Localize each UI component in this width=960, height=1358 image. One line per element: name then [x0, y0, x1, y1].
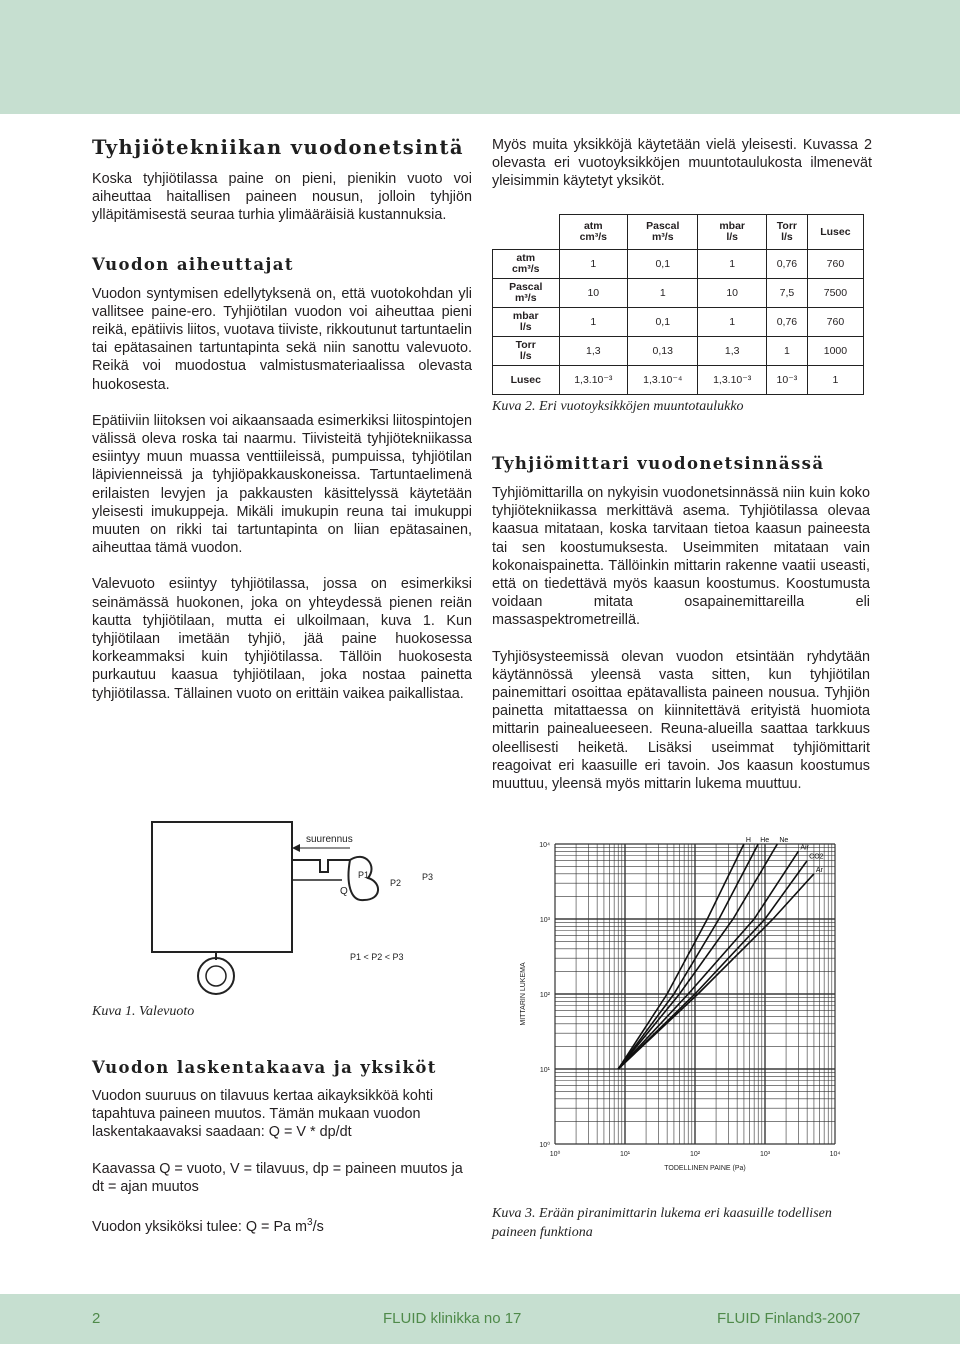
table-cell: 0,76 [767, 308, 808, 337]
table-corner [493, 215, 560, 250]
y-tick-label: 10³ [539, 917, 550, 924]
unit-conversion-table [492, 214, 864, 395]
y-tick-label: 10⁴ [539, 842, 550, 849]
gauge-paragraph-1: Tyhjiömittarilla on nykyisin vuodonetsinnässä niin kuin koko tyhjiötekniikassa merkittävä asema. Tyhjiötilassa olevaa kaasua mitataan, koska tarvitaan tietoa kaasun paineesta tai sen koostumuksesta. Useimmiten mitataan vain kokonaispainetta. Tällöinkin mittarin rakenne vaatii useasti, että on tiedettävä myös kaasun koostumus. Koostumusta voidaan mitata osapainemittareilla eli massaspektrometreillä. [492, 485, 870, 629]
row-header: Lusec [493, 366, 560, 395]
label-p1: P1 [358, 870, 370, 880]
units-intro: Myös muita yksikköjä käytetään vielä yleisesti. Kuvassa 2 olevasta eri vuotoyksikköjen muuntotaulukosta ilmenevät yleisimmin käytetyt yksiköt. [492, 137, 872, 190]
table-cell: 1,3.10⁻⁴ [628, 366, 698, 395]
series-line-h [618, 844, 744, 1069]
right-column [492, 136, 872, 191]
table-cell: 760 [807, 308, 863, 337]
figure-3-caption: Kuva 3. Erään piranimittarin lukema eri kaasuille todellisen paineen funktiona [492, 1206, 832, 1240]
y-tick-label: 10⁰ [539, 1142, 550, 1149]
chart-series [618, 837, 823, 1069]
series-label: Ne [779, 837, 789, 844]
vacuum-pump [198, 958, 234, 994]
table-cell: 1 [628, 279, 698, 308]
table-cell: 1 [767, 337, 808, 366]
x-tick-label: 10¹ [619, 1151, 631, 1158]
col-header: mbar l/s [698, 215, 767, 250]
figure-1-virtual-leak [150, 820, 460, 1000]
table-cell: 1 [698, 250, 767, 279]
row-header: atm cm³/s [493, 250, 560, 279]
col-header: Lusec [807, 215, 863, 250]
table-row [493, 308, 864, 337]
x-tick-label: 10² [689, 1151, 701, 1158]
series-label: CO2 [809, 853, 824, 861]
table-cell: 10 [559, 279, 628, 308]
table-row [493, 250, 864, 279]
table-cell: 0,76 [767, 250, 808, 279]
table-cell: 0,1 [628, 308, 698, 337]
x-tick-label: 10⁴ [829, 1151, 841, 1158]
gauge-section [492, 454, 870, 793]
x-tick-label: 10³ [759, 1151, 771, 1158]
table-cell: 0,13 [628, 337, 698, 366]
y-tick-label: 10¹ [539, 1067, 550, 1074]
table-cell: 7500 [807, 279, 863, 308]
y-axis-label: MITTARIN LUKEMA [520, 962, 527, 1026]
x-tick-label: 10⁰ [549, 1151, 561, 1158]
row-header: Pascal m³/s [493, 279, 560, 308]
table-row [493, 279, 864, 308]
pressure-relation: P1 < P2 < P3 [350, 952, 404, 962]
causes-paragraph-3: Valevuoto esiintyy tyhjiötilassa, jossa on esimerkiksi seinämässä huokonen, joka on yhteydessä pienen reiän kautta tyhjiötilaan, mutta ei ulkoilmaan, kuva 1. Kun tyhjiötilaan imetään tyhjiö, jää paine huokosessa korkeammaksi kuin tyhjiötilassa. Tällöin huokosesta purkautuu kaasua tyhjiötilaan, joka nostaa painetta tyhjiötilassa. Tällainen vuoto on erittäin vaikea paikallistaa. [92, 576, 472, 702]
footer-right: FLUID Finland3-2007 [717, 1310, 861, 1327]
table-cell: 1 [807, 366, 863, 395]
table-cell: 1 [698, 308, 767, 337]
col-header: Torr l/s [767, 215, 808, 250]
col-header: Pascal m³/s [628, 215, 698, 250]
table-cell: 1 [559, 250, 628, 279]
table-cell: 0,1 [628, 250, 698, 279]
series-label: He [760, 837, 770, 844]
intro-paragraph: Koska tyhjiötilassa paine on pieni, pienikin vuoto voi aiheuttaa haitallisen paineen nousun, jolloin tyhjiön ylläpitämisestä seuraa turhia ylimääräisiä kustannuksia. [92, 171, 472, 224]
section-heading-causes: Vuodon aiheuttajat [92, 254, 294, 274]
flow-arrowhead [292, 844, 300, 852]
article-title: Tyhjiötekniikan vuodonetsintä [92, 136, 464, 159]
table-cell: 1,3 [698, 337, 767, 366]
footer-page-number: 2 [92, 1310, 101, 1327]
series-line-ne [618, 844, 777, 1069]
section-heading-gauge: Tyhjiömittari vuodonetsinnässä [492, 454, 825, 473]
table-cell: 1000 [807, 337, 863, 366]
x-axis-label: TODELLINEN PAINE (Pa) [664, 1165, 746, 1172]
section-heading-formula: Vuodon laskentakaava ja yksiköt [92, 1058, 437, 1077]
gauge-paragraph-2: Tyhjiösysteemissä olevan vuodon etsintään ryhdytään käytännössä yleensä vasta sitten, kun tyhjiötilan painemittari osoittaa epätavallista paineen nousua. Tyhjiön painetta mitattaessa on kiinnitettävä erityistä huomiota mittarin painealueeseen. Reuna-alueilla saattaa tarkkuus oleellisesti heiketä. Lisäksi useimmat tyhjiömittarit reagoivat eri kaasuille eri tavoin. Jos kaasun koostumus muuttuu, yleensä myös mittarin lukema muuttuu. [492, 648, 870, 793]
col-header: atm cm³/s [559, 215, 628, 250]
table-cell: 1 [559, 308, 628, 337]
series-label: Air [800, 844, 809, 852]
unit-superscript: 3 [307, 1217, 313, 1229]
unit-conversion-table-wrapper [492, 214, 864, 395]
table-cell: 7,5 [767, 279, 808, 308]
figure-1-caption: Kuva 1. Valevuoto [92, 1004, 195, 1019]
footer-center: FLUID klinikka no 17 [383, 1310, 522, 1327]
pore-channel [292, 860, 350, 872]
table-header-row [493, 215, 864, 250]
label-flow: suurennus [306, 834, 353, 845]
label-p3: P3 [422, 872, 434, 882]
label-q: Q [340, 886, 348, 897]
table-cell: 10 [698, 279, 767, 308]
series-label: H [745, 837, 751, 844]
vacuum-chamber [152, 822, 292, 952]
left-column [92, 136, 472, 703]
series-label: Ar [815, 866, 823, 874]
formula-paragraph-3 [92, 1214, 472, 1236]
header-band [0, 0, 960, 114]
label-p2: P2 [390, 878, 402, 888]
formula-paragraph-1: Vuodon suuruus on tilavuus kertaa aikayksikköä kohti tapahtuva paineen muutos. Tämän mukaan vuodon laskentakaavaksi saadaan: Q = V * dp/dt [92, 1088, 434, 1141]
table-cell: 1,3.10⁻³ [559, 366, 628, 395]
table-cell: 1,3 [559, 337, 628, 366]
row-header: Torr l/s [493, 337, 560, 366]
formula-paragraph-2: Kaavassa Q = vuoto, V = tilavuus, dp = paineen muutos ja dt = ajan muutos [92, 1160, 463, 1195]
table-cell: 760 [807, 250, 863, 279]
formula-section [92, 1058, 472, 1236]
causes-paragraph-1: Vuodon syntymisen edellytyksenä on, että vuotokohdan yli vallitsee paine-ero. Tyhjiötilan vuodon voi aiheuttaa pieni reikä, epätiivis liitos, vuotava tiiviste, rikkoutunut tartuntaelin tai epätasainen tartuntapinta sekä niin sanottu valevuoto. Reikä voi muodostua valmistusmateriaalissa olevasta huokosesta. [92, 285, 472, 393]
unit-text: Vuodon yksiköksi tulee: Q = Pa m [92, 1218, 308, 1235]
figure-3-pirani-chart [515, 834, 845, 1174]
pump-rotor [206, 966, 226, 986]
y-tick-label: 10² [539, 992, 550, 999]
row-header: mbar l/s [493, 308, 560, 337]
table-row [493, 366, 864, 395]
figure-2-caption: Kuva 2. Eri vuotoyksikköjen muuntotaulukko [492, 399, 744, 414]
table-row [493, 337, 864, 366]
table-cell: 1,3.10⁻³ [698, 366, 767, 395]
table-cell: 10⁻³ [767, 366, 808, 395]
unit-end: /s [312, 1218, 324, 1235]
causes-paragraph-2: Epätiiviin liitoksen voi aikaansaada esimerkiksi liitospintojen välissä oleva roska tai naarmu. Tiivisteitä tyhjiötekniikassa esiintyy muun muassa venttiileissä, pumpuissa, tyhjiötilan läpivienneissä ja tyhjiöpakkauskoneissa. Tartuntaelimenä erilaisten levyjen ja pakkausten käsittelyssä käytetään yleisesti imukuppeja. Mikäli imukupin reuna tai imukuppi muuten on rikki tai tartuntapinta on liian epätasainen, aiheuttaa tämä vuodon. [92, 412, 472, 557]
